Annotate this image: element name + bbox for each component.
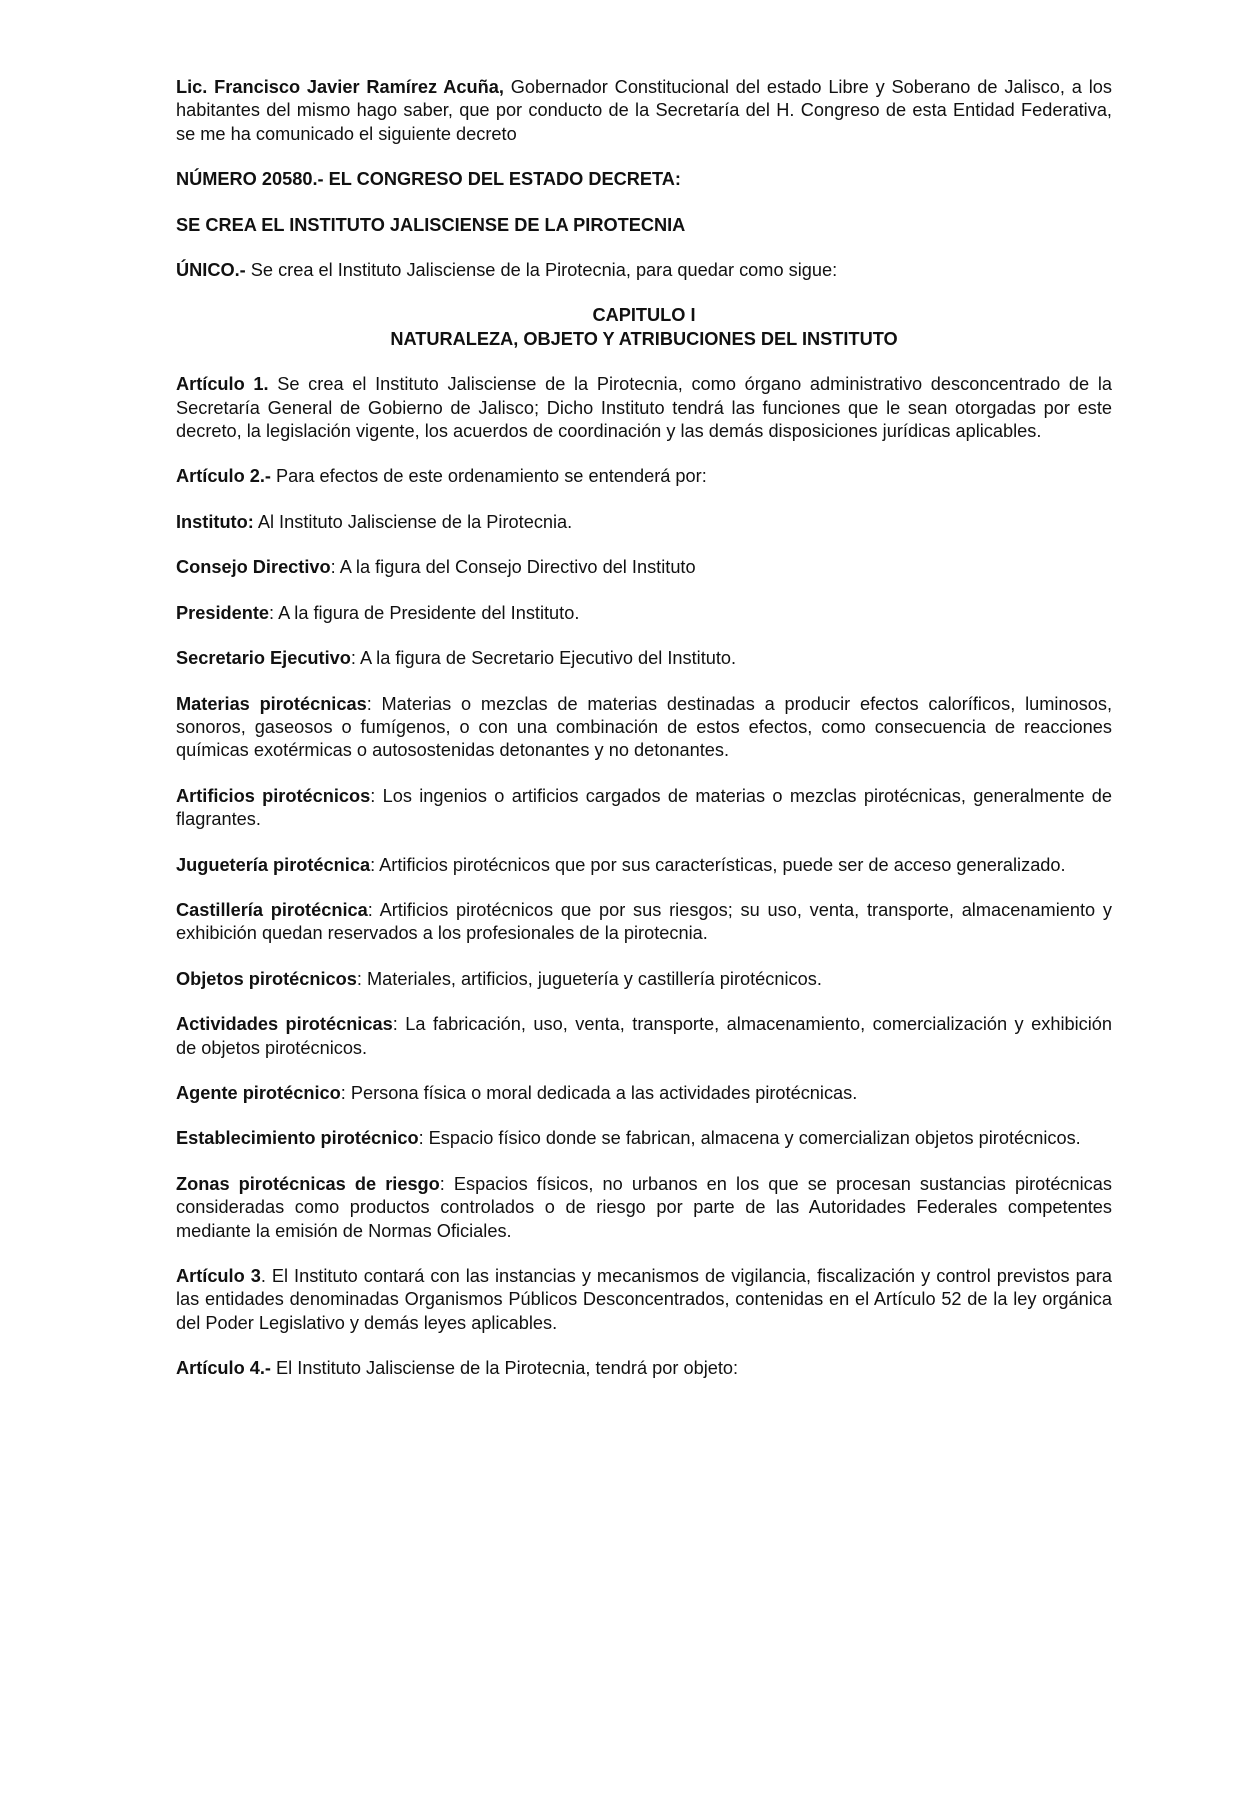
chapter-title: NATURALEZA, OBJETO Y ATRIBUCIONES DEL INSTITUTO [390,328,898,349]
definition-text: : Espacios físicos, no urbanos en los que se procesan sustancias pirotécnicas consideradas como productos controlados o de riesgo por parte de las Autoridades Federales competentes mediante la emisión de Normas Oficiales. [176,1173,1112,1241]
definition-text: : Persona física o moral dedicada a las actividades pirotécnicas. [340,1082,858,1103]
article-3-text: . El Instituto contará con las instancias y mecanismos de vigilancia, fiscalización y control previstos para las entidades denominadas Organismos Públicos Desconcentrados, contenidas en el Artículo 52 de la ley orgánica del Poder Legislativo y demás leyes aplicables. [176,1266,1112,1333]
intro-paragraph [176,76,1112,146]
definition-text: : La fabricación, uso, venta, transporte, almacenamiento, comercialización y exhibición de objetos pirotécnicos. [176,1014,1113,1058]
article-1-text: Se crea el Instituto Jalisciense de la Pirotecnia, como órgano administrativo desconcentrado de la Secretaría General de Gobierno de Jalisco; Dicho Instituto tendrá las funciones que le sean otorgadas por este decreto, la legislación vigente, los acuerdos de coordinación y las demás disposiciones jurídicas aplicables. [176,374,1112,442]
definition-term: Instituto: [176,511,254,532]
definition-text: : A la figura de Presidente del Instituto. [269,602,580,623]
article-3-label: Artículo 3 [176,1266,261,1286]
definition-term: Secretario Ejecutivo [176,648,351,669]
article-4-label: Artículo 4.- [176,1358,271,1379]
definition-presidente [176,602,1112,625]
article-2-text: Para efectos de este ordenamiento se entenderá por: [271,466,707,487]
definition-consejo-directivo [176,556,1112,579]
definition-term: Artificios pirotécnicos [176,785,371,806]
definition-text: : Los ingenios o artificios cargados de materias o mezclas pirotécnicas, generalmente de flagrantes. [176,785,1112,830]
definition-text: : A la figura del Consejo Directivo del Instituto [330,557,696,578]
unico-paragraph [176,259,1112,282]
definition-text: : A la figura de Secretario Ejecutivo del Instituto. [350,648,737,669]
article-4-text: El Instituto Jalisciense de la Pirotecnia, tendrá por objeto: [271,1358,739,1379]
chapter-number: CAPITULO I [592,305,696,326]
definition-text: : Espacio físico donde se fabrican, almacena y comercializan objetos pirotécnicos. [418,1128,1081,1149]
definition-establecimiento-pirotecnico [176,1127,1112,1150]
definition-materias-pirotecnicas [176,693,1112,763]
article-2 [176,465,1112,488]
definition-term: Presidente [176,602,269,623]
definition-term: Objetos pirotécnicos [176,968,357,989]
governor-name: Lic. Francisco Javier Ramírez Acuña, [176,77,504,97]
unico-text: Se crea el Instituto Jalisciense de la Pirotecnia, para quedar como sigue: [245,260,838,281]
definition-term: Zonas pirotécnicas de riesgo [176,1173,440,1194]
definition-term: Consejo Directivo [176,557,331,578]
definition-term: Juguetería pirotécnica [176,854,371,875]
article-1 [176,373,1112,443]
definition-text: : Materiales, artificios, juguetería y castillería pirotécnicos. [356,968,822,989]
definition-term: Establecimiento pirotécnico [176,1128,419,1149]
article-3 [176,1265,1112,1335]
definition-term: Agente pirotécnico [176,1082,341,1103]
definition-artificios-pirotecnicos [176,785,1112,832]
definition-text: : Artificios pirotécnicos que por sus características, puede ser de acceso generalizado. [370,854,1066,875]
decree-number: NÚMERO 20580.- EL CONGRESO DEL ESTADO DECRETA: [176,169,681,190]
definition-text: Al Instituto Jalisciense de la Pirotecnia. [253,511,573,532]
definition-actividades-pirotecnicas [176,1013,1112,1060]
unico-label: ÚNICO.- [176,260,246,281]
definition-jugueteria-pirotecnica [176,854,1112,877]
decree-title: SE CREA EL INSTITUTO JALISCIENSE DE LA PIROTECNIA [176,214,686,235]
definition-instituto [176,511,1112,534]
definition-text: : Materias o mezclas de materias destinadas a producir efectos caloríficos, luminosos, sonoros, gaseosos o fumígenos, o con una combinación de estos efectos, como consecuencia de reacciones químicas exotérmicas o autosostenidas detonantes y no detonantes. [176,693,1113,761]
definition-zonas-pirotecnicas-de-riesgo [176,1173,1112,1243]
definition-text: : Artificios pirotécnicos que por sus riesgos; su uso, venta, transporte, almacenamiento y exhibición quedan reservados a los profesionales de la pirotecnia. [176,899,1113,944]
definition-term: Castillería pirotécnica [176,899,368,920]
definition-castilleria-pirotecnica [176,899,1112,946]
intro-text: Gobernador Constitucional del estado Libre y Soberano de Jalisco, a los habitantes del mismo hago saber, que por conducto de la Secretaría del H. Congreso de esta Entidad Federativa, se me ha comunicado el siguiente decreto [176,77,1113,144]
article-2-label: Artículo 2.- [176,466,271,487]
definition-term: Materias pirotécnicas [176,693,367,714]
article-1-label: Artículo 1. [176,374,269,395]
definition-agente-pirotecnico [176,1082,1112,1105]
document-page [176,76,1112,1381]
definition-objetos-pirotecnicos [176,968,1112,991]
definition-secretario-ejecutivo [176,647,1112,670]
article-4 [176,1357,1112,1380]
definition-term: Actividades pirotécnicas [176,1014,393,1035]
